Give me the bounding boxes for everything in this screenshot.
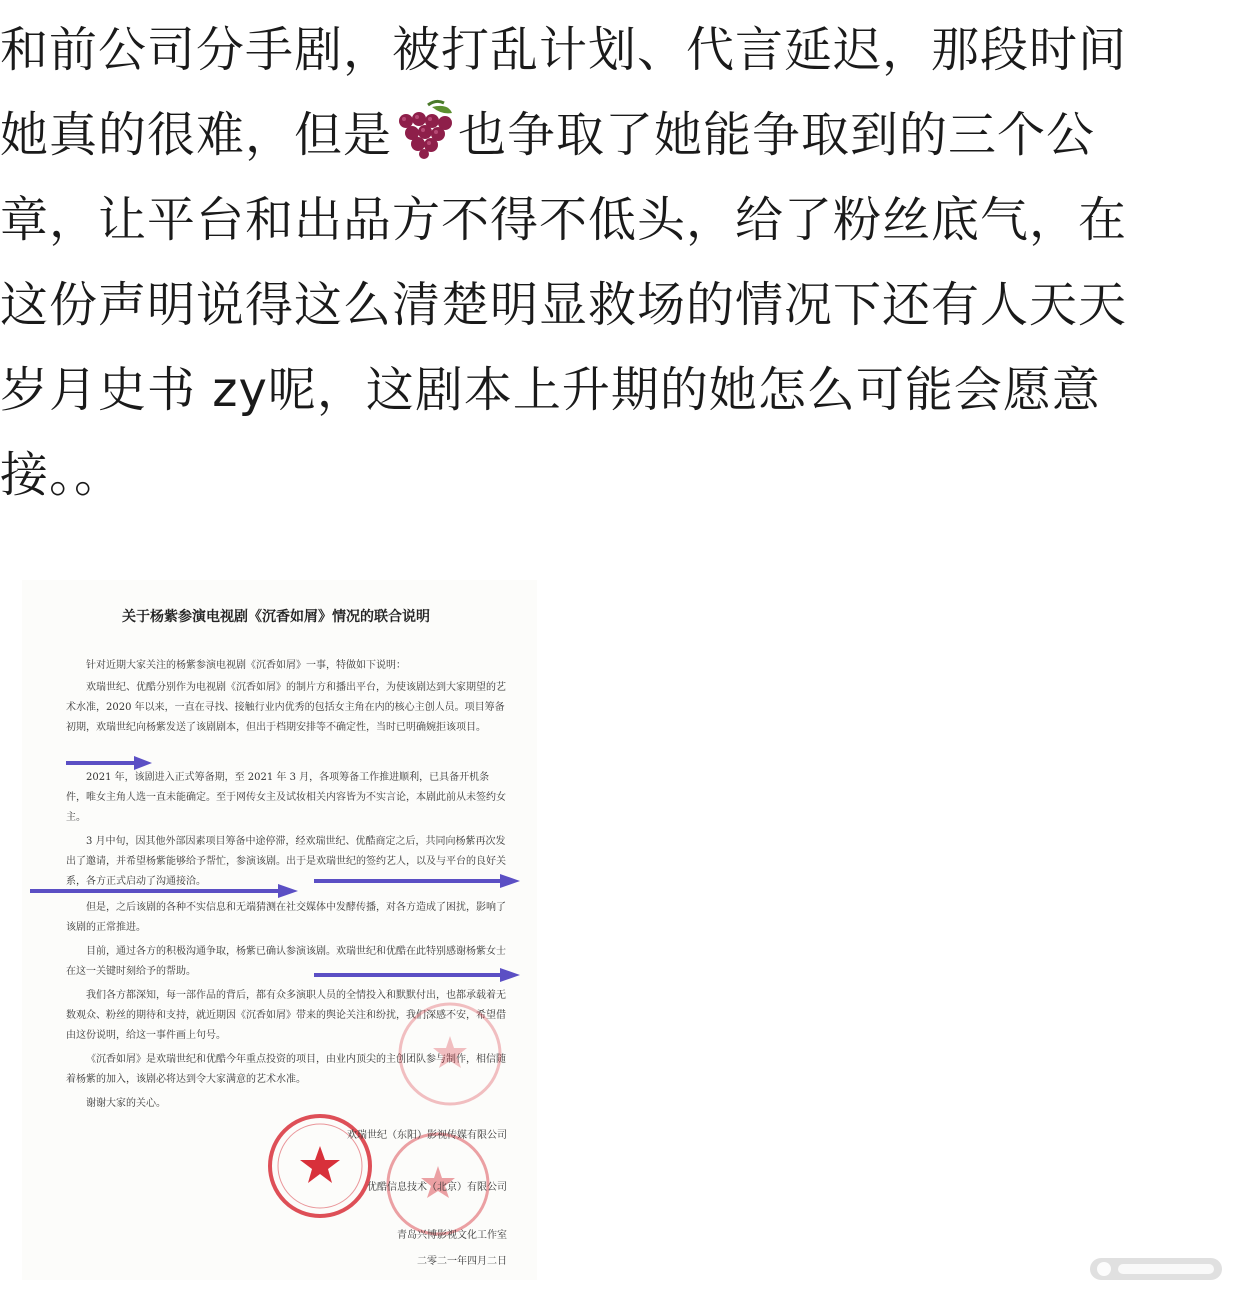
- post-line-4: 这份声明说得这么清楚明显救场的情况下还有人天天: [0, 277, 1128, 333]
- arrow-icon: [314, 968, 520, 982]
- grapes-icon: [392, 99, 458, 159]
- post-line-5: 岁月史书 zy呢，这剧本上升期的她怎么可能会愿意: [0, 362, 1101, 418]
- post-line-2: [0, 93, 1200, 178]
- document-paragraph: 《沉香如屑》是欢瑞世纪和优酷今年重点投资的项目，由业内顶尖的主创团队参与制作，相信随着杨紫的加入，该剧必将达到令大家满意的艺术水准。: [66, 1054, 506, 1085]
- post-line-2-start: 她真的很难，但是: [0, 107, 393, 163]
- post-line-6: 接。。: [0, 447, 124, 503]
- signatory: 青岛兴博影视文化工作室: [397, 1230, 507, 1241]
- document-paragraph: 欢瑞世纪、优酷分别作为电视剧《沉香如屑》的制片方和播出平台，为使该剧达到大家期望的艺术水准，2020 年以来，一直在寻找、接触行业内优秀的包括女主角在内的核心主创人员。项目筹备初期，欢瑞世纪向杨紫发送了该剧剧本，但出于档期安排等不确定性，当时已明确婉拒该项目。: [66, 682, 506, 733]
- document-paragraph: 但是，之后该剧的各种不实信息和无端猜测在社交媒体中发酵传播，对各方造成了困扰，影响了该剧的正常推进。: [66, 902, 506, 933]
- signatory: 优酷信息技术（北京）有限公司: [367, 1182, 507, 1193]
- document-paragraph: 2021 年，该剧进入正式筹备期，至 2021 年 3 月，各项筹备工作推进顺利，已具备开机条件，唯女主角人选一直未能确定。至于网传女主及试妆相关内容皆为不实言论，本剧此前从未签约女主。: [66, 772, 506, 823]
- document-paragraph: 针对近期大家关注的杨紫参演电视剧《沉香如屑》一事，特做如下说明：: [86, 660, 406, 671]
- post-line-2-end: 也争取了她能争取到的三个公: [458, 107, 1096, 163]
- document-paragraph: 3 月中旬，因其他外部因素项目筹备中途停滞，经欢瑞世纪、优酷商定之后，共同向杨紫再次发出了邀请，并希望杨紫能够给予帮忙，参演该剧。出于是欢瑞世纪的签约艺人，以及与平台的良好关系，各方正式启动了沟通接洽。: [66, 836, 506, 887]
- watermark-icon: [1086, 1254, 1226, 1284]
- post-body: [0, 8, 1200, 518]
- post-line-3: 章，让平台和出品方不得不低头，给了粉丝底气，在: [0, 192, 1128, 248]
- arrow-icon: [314, 874, 520, 888]
- document-date: 二零二一年四月二日: [417, 1256, 507, 1267]
- document-paragraph: 我们各方都深知，每一部作品的背后，都有众多演职人员的全情投入和默默付出，也都承载着无数观众、粉丝的期待和支持，就近期因《沉香如屑》带来的舆论关注和纷扰，我们深感不安，希望借由这份说明，给这一事件画上句号。: [66, 990, 506, 1041]
- document-paragraph: 目前，通过各方的积极沟通争取，杨紫已确认参演该剧。欢瑞世纪和优酷在此特别感谢杨紫女士在这一关键时刻给予的帮助。: [66, 946, 506, 977]
- arrow-icon: [66, 756, 152, 770]
- document-paragraph: 谢谢大家的关心。: [86, 1098, 166, 1109]
- company-seal-stamp: [394, 998, 506, 1110]
- arrow-icon: [30, 884, 298, 898]
- post-line-1: 和前公司分手剧，被打乱计划、代言延迟，那段时间: [0, 22, 1128, 78]
- signatory: 欢瑞世纪（东阳）影视传媒有限公司: [347, 1130, 507, 1141]
- document-title: 关于杨紫参演电视剧《沉香如屑》情况的联合说明: [122, 609, 430, 625]
- statement-document-image[interactable]: [22, 580, 537, 1280]
